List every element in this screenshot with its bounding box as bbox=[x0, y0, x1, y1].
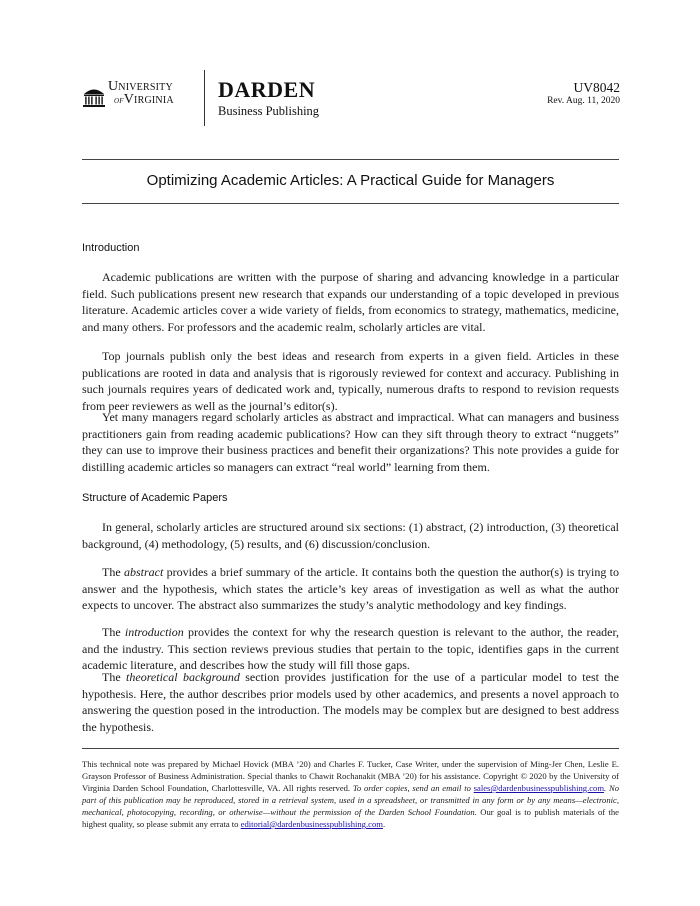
section-heading-introduction: Introduction bbox=[82, 242, 140, 254]
structure-paragraph-theoretical-background bbox=[82, 669, 619, 735]
university-of-virginia-logo bbox=[82, 80, 194, 110]
case-identifier bbox=[547, 80, 620, 107]
darden-title: DARDEN bbox=[218, 77, 316, 102]
structure-paragraph-abstract bbox=[82, 564, 619, 614]
introduction-lead: The bbox=[102, 625, 125, 639]
footer-text-2: Our goal is to publish materials of the highest quality, so please submit any errata to bbox=[82, 807, 619, 829]
title-bottom-rule bbox=[82, 203, 619, 204]
structure-paragraph-1: In general, scholarly articles are structured around six sections: (1) abstract, (2) introduction, (3) theoretical background, (4) methodology, (5) results, and (6) discussion/conclusion. bbox=[82, 520, 619, 551]
theoretical-text: section provides justification for the use of a particular model to test the hypothesis. Here, the author describes prior models used by other academics, and presents a novel approach to answering the question posed in the introduction. The models may be complex but are designed to best address the hypothesis. bbox=[82, 670, 620, 734]
case-code: UV8042 bbox=[573, 80, 620, 95]
introduction-paragraph-3: Yet many managers regard scholarly articles as abstract and impractical. What can managers and business practitioners gain from reading academic publications? How can they sift through theory to extract “nuggets” they can use to improve their business practices and benefit their organizations? This note provides a guide for distilling academic articles so managers can extract “real world” learning from them. bbox=[82, 410, 619, 474]
rotunda-icon bbox=[82, 84, 106, 108]
darden-subtitle: Business Publishing bbox=[218, 104, 320, 118]
footer-rights-text: . No part of this publication may be reproduced, stored in a retrieval system, used in a spreadsheet, or transmitted in any form or by any means—electronic, mechanical, photocopying, recording, or otherwise—without the permission of the Darden School Foundation. bbox=[82, 783, 619, 817]
footer-text-3: . bbox=[382, 819, 386, 829]
section-heading-structure: Structure of Academic Papers bbox=[82, 492, 228, 504]
footer-note bbox=[82, 758, 619, 830]
uva-wordmark bbox=[108, 80, 174, 107]
footer-text-1: This technical note was prepared by Michael Hovick (MBA ’20) and Charles F. Tucker, Case Writer, under the supervision of Ming-Jer Chen, Leslie E. Grayson Professor of Business Administration. Special thanks to Chawit Rochanakit (MBA ’20) for his assistance. Copyright © 2020 by the University of Virginia Darden School Foundation, Charlottesville, VA. All rights reserved. bbox=[82, 759, 619, 793]
introduction-paragraph-2: Top journals publish only the best ideas and research from experts in a given field. Articles in these publications are rooted in data and analysis that is rigorously reviewed for context and accuracy. Publishing in such journals requires years of dedicated work and, typically, numerous drafts to respond to revision requests from peer reviewers as well as the journal’s editor(s). bbox=[82, 349, 619, 413]
title-top-rule bbox=[82, 159, 619, 160]
theoretical-lead: The bbox=[102, 670, 127, 684]
introduction-text: provides the context for why the research question is relevant to the author, the reader, and the industry. This section reviews previous studies that pertain to the topic, identifies gaps in the current academic literature, and describes how the study will fill those gaps. bbox=[82, 625, 619, 672]
abstract-term: abstract bbox=[123, 565, 164, 579]
editorial-email-link[interactable]: editorial@dardenbusinesspublishing.com bbox=[240, 819, 383, 829]
footer-order-text: To order copies, send an email to bbox=[352, 783, 474, 793]
uva-virginia-text: Virginia bbox=[123, 92, 174, 107]
theoretical-term: theoretical background bbox=[126, 670, 240, 684]
sales-email-link[interactable]: sales@dardenbusinesspublishing.com bbox=[473, 783, 605, 793]
uva-line-university: University bbox=[108, 79, 173, 94]
footer-rule bbox=[82, 748, 619, 749]
uva-line-virginia bbox=[114, 93, 174, 107]
introduction-term: introduction bbox=[124, 625, 184, 639]
darden-logo bbox=[218, 78, 319, 119]
abstract-text: provides a brief summary of the article. It contains both the question the author(s) is trying to answer and the hypothesis, which states the article’s key areas of investigation as well as what the author expects to uncover. The abstract also summarizes the study’s analytic methodology and key findings. bbox=[82, 565, 620, 612]
uva-of: of bbox=[114, 95, 124, 106]
abstract-lead: The bbox=[102, 565, 124, 579]
structure-paragraph-introduction bbox=[82, 624, 619, 674]
introduction-paragraph-1: Academic publications are written with the purpose of sharing and advancing knowledge in a particular field. Such publications present new research that expands our understanding of a topic developed in previous literature. Academic articles cover a wide variety of fields, from economics to strategy, mathematics, medicine, and many others. For professors and the academic realm, scholarly articles are vital. bbox=[82, 270, 619, 334]
revision-date: Rev. Aug. 11, 2020 bbox=[547, 96, 620, 106]
logo-divider bbox=[204, 70, 205, 126]
document-title: Optimizing Academic Articles: A Practical Guide for Managers bbox=[146, 172, 555, 189]
